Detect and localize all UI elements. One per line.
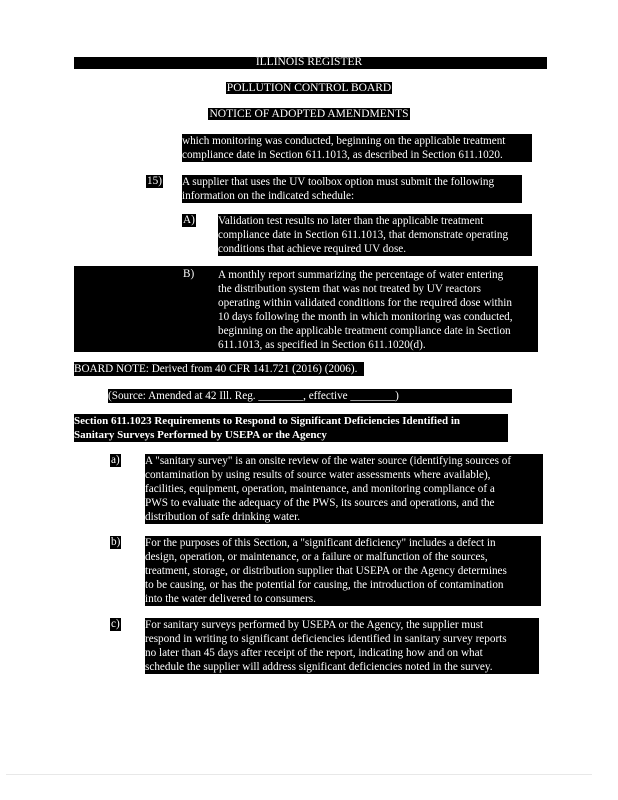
- item-15-text: [182, 175, 522, 203]
- para-b-text: [145, 536, 541, 606]
- text-line: contamination by using results of source water assessments where available),: [145, 469, 491, 481]
- para-c-label: c): [111, 618, 120, 630]
- text-line: Sanitary Surveys Performed by USEPA or the Agency: [74, 429, 327, 441]
- register-title: [0, 56, 618, 69]
- item-a-label: A): [183, 214, 195, 226]
- text-line: operating within validated conditions for the required dose within: [218, 297, 512, 309]
- continuation-text: [182, 134, 532, 162]
- text-line: no later than 45 days after receipt of the report, indicating how and on what: [145, 647, 483, 659]
- text-line: into the water delivered to consumers.: [145, 593, 316, 605]
- board-title: POLLUTION CONTROL BOARD: [226, 82, 392, 94]
- text-line: beginning on the applicable treatment compliance date in Section: [218, 325, 511, 337]
- para-a-label: a): [111, 454, 120, 466]
- text-line: to be causing, or has the potential for causing, the introduction of contamination: [145, 579, 504, 591]
- text-line: information on the indicated schedule:: [182, 190, 355, 202]
- text-line: facilities, equipment, operation, maintenance, and monitoring compliance of a: [145, 483, 495, 495]
- item-b-text: [218, 268, 536, 352]
- text-line: Validation test results no later than the applicable treatment: [218, 215, 484, 227]
- text-line: distribution of safe drinking water.: [145, 511, 301, 523]
- item-15-label: 15): [147, 175, 162, 187]
- section-heading: [74, 414, 508, 442]
- text-line: design, operation, or maintenance, or a failure or malfunction of the sources,: [145, 551, 488, 563]
- text-line: respond in writing to significant deficiencies identified in sanitary survey reports: [145, 633, 507, 645]
- text-line: For sanitary surveys performed by USEPA or the Agency, the supplier must: [145, 619, 484, 631]
- item-a-text: [218, 214, 532, 256]
- text-line: which monitoring was conducted, beginning on the applicable treatment: [182, 135, 506, 147]
- text-line: PWS to evaluate the adequacy of the PWS, its sources and operations, and the: [145, 497, 495, 509]
- text-line: For the purposes of this Section, a "significant deficiency" includes a defect in: [145, 537, 496, 549]
- source-line: (Source: Amended at 42 Ill. Reg. ________, effective ________): [108, 389, 512, 403]
- text-line: 611.1013, as specified in Section 611.1020(d).: [218, 339, 426, 351]
- register-title-text: ILLINOIS REGISTER: [255, 56, 363, 68]
- text-line: treatment, storage, or distribution supplier that USEPA or the Agency determines: [145, 565, 507, 577]
- notice-title: NOTICE OF ADOPTED AMENDMENTS: [209, 108, 409, 120]
- text-line: A monthly report summarizing the percentage of water entering: [218, 269, 504, 281]
- text-line: Section 611.1023 Requirements to Respond to Significant Deficiencies Identified in: [74, 415, 461, 427]
- text-line: conditions that achieve required UV dose.: [218, 243, 407, 255]
- text-line: A "sanitary survey" is an onsite review of the water source (identifying sources of: [145, 455, 512, 467]
- text-line: A supplier that uses the UV toolbox option must submit the following: [182, 176, 495, 188]
- text-line: compliance date in Section 611.1013, as described in Section 611.1020.: [182, 149, 503, 161]
- text-line: schedule the supplier will address significant deficiencies noted in the survey.: [145, 661, 493, 673]
- board-note: BOARD NOTE: Derived from 40 CFR 141.721 (2016) (2006).: [74, 362, 364, 376]
- text-line: compliance date in Section 611.1013, that demonstrate operating: [218, 229, 509, 241]
- text-line: the distribution system that was not treated by UV reactors: [218, 283, 481, 295]
- page-bottom-rule: [6, 774, 592, 775]
- para-c-text: [145, 618, 539, 674]
- text-line: 10 days following the month in which monitoring was conducted,: [218, 311, 513, 323]
- para-b-label: b): [111, 536, 121, 548]
- item-b-label: B): [183, 268, 195, 280]
- para-a-text: [145, 454, 543, 524]
